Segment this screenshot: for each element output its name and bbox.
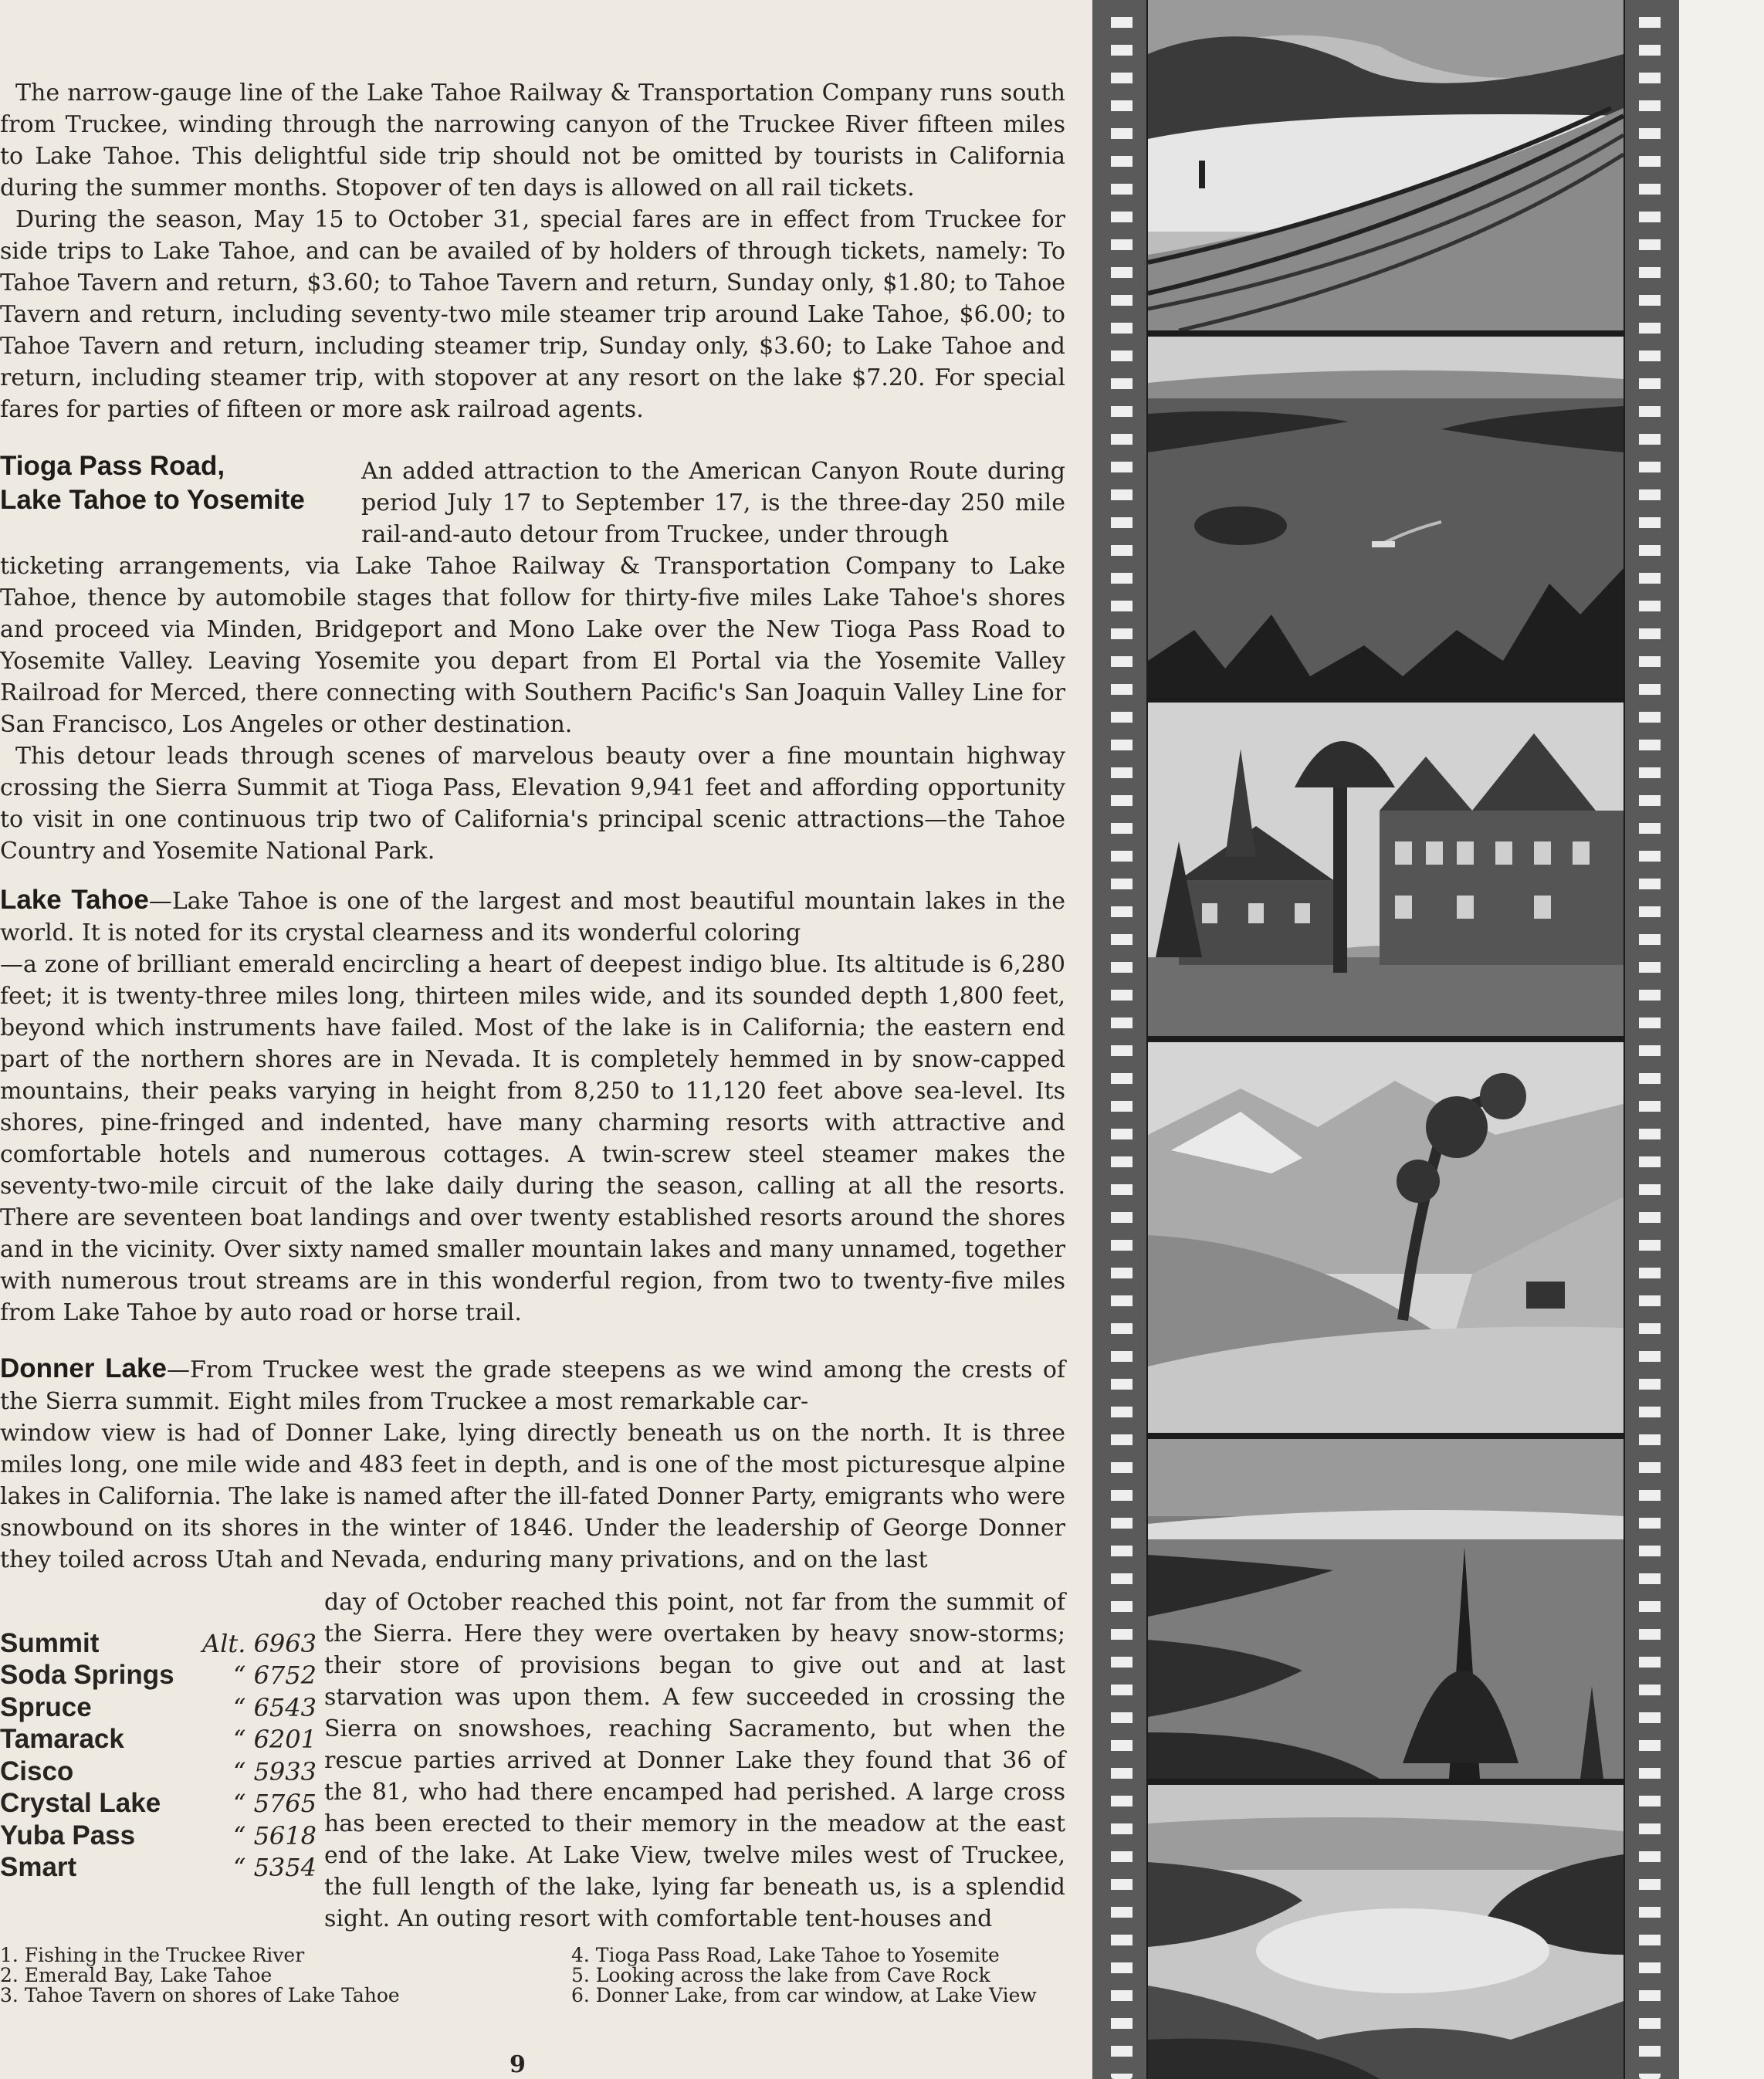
captions-right <box>571 1945 1037 2006</box>
tioga-road-photo <box>1148 1042 1623 1433</box>
emerald-bay-photo <box>1148 337 1623 698</box>
altitude-row <box>0 1724 317 1756</box>
station-name: Yuba Pass <box>0 1820 136 1850</box>
station-altitude: “ 5354 <box>233 1853 317 1883</box>
station-altitude: Alt. 6963 <box>202 1628 317 1658</box>
sprocket-holes-left <box>1111 0 1133 2079</box>
tahoe-section <box>0 884 1065 1329</box>
caption: 4. Tioga Pass Road, Lake Tahoe to Yosemite <box>571 1944 1000 1966</box>
donner-lake-photo <box>1148 1785 1623 2079</box>
donner-section <box>0 1353 1065 1576</box>
donner-lead: —From Truckee west the grade steepens as we wind among the crests of the Sierra summit. Eight miles from Truckee a most remarkable car- <box>0 1356 1065 1415</box>
station-altitude: “ 5618 <box>233 1820 317 1850</box>
station-altitude: “ 5933 <box>233 1756 317 1786</box>
page-edge <box>1679 0 1764 2079</box>
station-name: Smart <box>0 1852 77 1883</box>
station-altitude: “ 6201 <box>233 1725 317 1755</box>
intro-paragraph-2: During the season, May 15 to October 31, special fares are in effect from Truckee for side trips to Lake Tahoe, and can be availed of by holders of through tickets, namely: To Tahoe Tavern and return, $3.60; to Tahoe Tavern and return, Sunday only, $1.80; to Tahoe Tavern and return, including seventy-two mile steamer trip around Lake Tahoe, $6.00; to Tahoe Tavern and return, including steamer trip, Sunday only, $3.60; to Lake Tahoe and return, including steamer trip, with stopover at any resort on the lake $7.20. For special fares for parties of fifteen or more ask railroad agents. <box>0 206 1065 423</box>
station-altitude: “ 6752 <box>233 1661 317 1691</box>
railway-track-photo <box>1148 0 1623 330</box>
tioga-heading <box>0 449 305 517</box>
station-name: Spruce <box>0 1691 92 1722</box>
caption: 6. Donner Lake, from car window, at Lake View <box>571 1984 1037 2006</box>
altitude-row <box>0 1627 317 1660</box>
tioga-heading-line-1: Tioga Pass Road, <box>0 451 225 481</box>
tioga-paragraph-1: ticketing arrangements, via Lake Tahoe Railway & Transportation Company to Lake Tahoe, thence by automobile stages that follow for thirty-five miles Lake Tahoe's shores and proceed via Minden, Bridgeport and Mono Lake over the New Tioga Pass Road to Yosemite Valley. Leaving Yosemite you depart from El Portal via the Yosemite Valley Railroad for Merced, there connecting with Southern Pacific's San Joaquin Valley Line for San Francisco, Los Angeles or other destination. <box>0 553 1065 738</box>
sprocket-holes-right <box>1639 0 1661 2079</box>
altitude-row <box>0 1820 317 1852</box>
tahoe-heading: Lake Tahoe <box>0 885 149 915</box>
station-name: Cisco <box>0 1756 74 1786</box>
station-altitude: “ 6543 <box>233 1692 317 1722</box>
caption: 1. Fishing in the Truckee River <box>0 1944 305 1966</box>
altitude-row <box>0 1852 317 1884</box>
altitude-row <box>0 1660 317 1692</box>
caption: 2. Emerald Bay, Lake Tahoe <box>0 1964 273 1986</box>
donner-paragraph: window view is had of Donner Lake, lying directly beneath us on the north. It is three miles long, one mile wide and 483 feet in depth, and is one of the most picturesque alpine lakes in California. The lake is named after the ill-fated Donner Party, emigrants who were snowbound on its shores in the winter of 1846. Under the leadership of George Donner they toiled across Utah and Nevada, enduring many privations, and on the last <box>0 1420 1065 1573</box>
tioga-section <box>0 550 1065 867</box>
station-name: Soda Springs <box>0 1660 174 1691</box>
cave-rock-lake-photo <box>1148 1439 1623 1779</box>
altitude-row <box>0 1788 317 1820</box>
caption: 5. Looking across the lake from Cave Rock <box>571 1964 990 1986</box>
page-number: 9 <box>510 2051 526 2078</box>
tahoe-paragraph: —a zone of brilliant emerald encircling a heart of deepest indigo blue. Its altitude is 6,280 feet; it is twenty-three miles long, thirteen miles wide, and its sounded depth 1,800 feet, beyond which instruments have failed. Most of the lake is in California; the eastern end part of the northern shores are in Nevada. It is completely hemmed in by snow-capped mountains, their peaks varying in height from 8,250 to 11,120 feet above sea-level. Its shores, pine-fringed and indented, have many charming resorts with attractive and comfortable hotels and numerous cottages. A twin-screw steel steamer makes the seventy-two-mile circuit of the lake daily during the season, calling at all the resorts. There are seventeen boat landings and over twenty established resorts around the shores and in the vicinity. Over sixty named smaller mountain lakes and many unnamed, together with numerous trout streams are in this wonderful region, from two to twenty-five miles from Lake Tahoe by auto road or horse trail. <box>0 951 1065 1326</box>
captions-left <box>0 1945 400 2006</box>
tahoe-tavern-photo <box>1148 703 1623 1036</box>
tioga-side-text: An added attraction to the American Canyon Route during period July 17 to September 17, is the three-day 250 mile rail-and-auto detour from Truckee, under through <box>361 458 1065 548</box>
altitude-row <box>0 1691 317 1724</box>
tahoe-lead: —Lake Tahoe is one of the largest and most beautiful mountain lakes in the world. It is noted for its crystal clearness and its wonderful coloring <box>0 888 1065 946</box>
station-altitude: “ 5765 <box>233 1789 317 1819</box>
caption: 3. Tahoe Tavern on shores of Lake Tahoe <box>0 1984 400 2006</box>
intro-section <box>0 77 1065 425</box>
station-name: Tamarack <box>0 1724 124 1755</box>
tioga-paragraph-2: This detour leads through scenes of marvelous beauty over a fine mountain highway crossing the Sierra Summit at Tioga Pass, Elevation 9,941 feet and affording opportunity to visit in one continuous trip two of California's principal scenic attractions—the Tahoe Country and Yosemite National Park. <box>0 743 1065 865</box>
donner-heading: Donner Lake <box>0 1353 167 1383</box>
station-name: Crystal Lake <box>0 1788 161 1819</box>
tioga-heading-line-2: Lake Tahoe to Yosemite <box>0 485 305 515</box>
intro-paragraph-1: The narrow-gauge line of the Lake Tahoe Railway & Transportation Company runs south from Truckee, winding through the narrowing canyon of the Truckee River fifteen miles to Lake Tahoe. This delightful side trip should not be omitted by tourists in California during the summer months. Stopover of ten days is allowed on all rail tickets. <box>0 80 1065 201</box>
altitude-row <box>0 1756 317 1788</box>
station-name: Summit <box>0 1627 100 1658</box>
donner-side-text: day of October reached this point, not far from the summit of the Sierra. Here they were overtaken by heavy snow-storms; their store of provisions began to give out and at last starvation was upon them. A few succeeded in crossing the Sierra on snowshoes, reaching Sacramento, but when the rescue parties arrived at Donner Lake they found that 36 of the 81, who had there encamped had perished. A large cross has been erected to their memory in the meadow at the east end of the lake. At Lake View, twelve miles west of Truckee, the full length of the lake, lying far beneath us, is a splendid sight. An outing resort with comfortable tent-houses and <box>324 1589 1065 1932</box>
altitude-table <box>0 1627 317 1884</box>
film-strip <box>1092 0 1679 2079</box>
